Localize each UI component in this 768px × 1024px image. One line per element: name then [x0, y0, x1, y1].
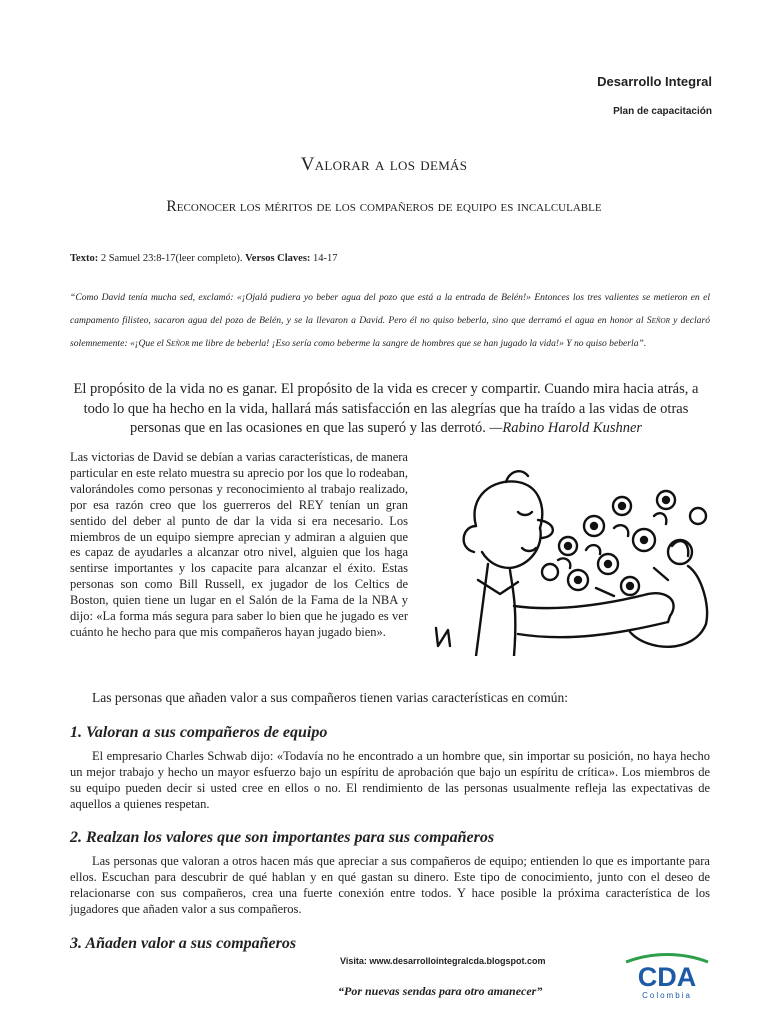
quote-part-2: y declaró solemnemente: «¡Que el: [70, 315, 710, 349]
quote-senor-1: Señor: [646, 315, 670, 326]
footer-visit-link[interactable]: Visita: www.desarrollointegralcda.blogspot.com: [340, 956, 546, 966]
header-subbrand: Plan de capacitación: [613, 106, 712, 117]
purpose-quote: [66, 380, 706, 439]
purpose-author: —Rabino Harold Kushner: [489, 420, 643, 436]
characteristics-intro: Las personas que añaden valor a sus compañeros tienen varias características en común:: [92, 690, 569, 705]
scripture-quote: [70, 286, 710, 355]
logo-subtext: Colombia: [642, 991, 692, 1000]
section-1-body: El empresario Charles Schwab dijo: «Todavía no he encontrado a un hombre que, sin importar su posición, no haya hecho un mejor trabajo y hecho un mayor esfuerzo bajo un espíritu de aprobación que bajo un espíritu de crítica». Los miembros de su equipo pueden decir si usted cree en ellos o no. El rendimiento de las personas usualmente refleja las expectativas de aquellos a quienes respetan.: [70, 749, 710, 811]
david-paragraph: Las victorias de David se debían a varias características, de manera particular en este relato muestra su aprecio por los que lo rodeaban, valorándoles como personas y reconocimiento al trabajo realizado, por esa razón creo que los guerreros del REY tenían un gran sentido del deber al punto de dar la vida si era necesario. Los miembros de un equipo siempre aprecian y admiran a alguien que es capaz de ayudarles a alcanzar otro nivel, alguien que los haga sentirse importantes y los capacite para alcanzar el éxito. Estas personas son como Bill Russell, ex jugador de los Celtics de Boston, quien tiene un lugar en el Salón de la Fama de la NBA y dijo: «La forma más segura para saber lo bien que he jugado es ver cuánto he hecho para que mis compañeros hayan jugado bien».: [70, 450, 408, 639]
page-title: Valorar a los demás: [300, 154, 468, 175]
texto-value: 2 Samuel 23:8-17(leer completo).: [100, 253, 243, 264]
logo-arc: [626, 955, 708, 963]
quote-part-1: “Como David tenía mucha sed, exclamó: «¡Ojalá pudiera yo beber agua del pozo que está a la entrada de Belén!» Entonces los tres valientes se metieron en el campamento filisteo, sacaron agua del pozo de Belén, y se la llevaron a David. Pero él no quiso beberla, sino que derramó el agua en honor al: [70, 292, 710, 326]
cda-logo: [622, 952, 712, 1002]
texto-label: Texto:: [70, 253, 99, 264]
section-2-heading: 2. Realzan los valores que son importantes para sus compañeros: [70, 829, 495, 846]
purpose-text: El propósito de la vida no es ganar. El propósito de la vida es crecer y compartir. Cuando mira hacia atrás, a todo lo que ha hecho en la vida, hallará más satisfacción en las alegrías que ha traído a las vidas de otras personas que en las ocasiones en que las superó y las derrotó.: [73, 381, 699, 436]
versos-label: Versos Claves:: [245, 253, 311, 264]
quote-senor-2: Señor: [166, 338, 190, 349]
footer-motto: “Por nuevas sendas para otro amanecer”: [338, 984, 543, 998]
section-2-body: Las personas que valoran a otros hacen más que apreciar a sus compañeros de equipo; entienden lo que es importante para ellos. Escuchan para descubrir de qué hablan y en qué gastan su dinero. Este tipo de conocimiento, junto con el deseo de relacionarse con sus compañeros, crea una fuerte conexión entre todos. Y hace posible la próxima característica de los jugadores que añaden valor a sus compañeros.: [70, 854, 710, 916]
section-1-heading: 1. Valoran a sus compañeros de equipo: [70, 724, 328, 741]
man-with-flowers-illustration: [418, 456, 718, 656]
section-3-heading: 3. Añaden valor a sus compañeros: [70, 935, 297, 952]
logo-text: CDA: [637, 962, 697, 992]
scripture-reference: [70, 253, 338, 264]
header-brand: Desarrollo Integral: [597, 74, 712, 89]
quote-part-3: me libre de beberla! ¡Eso sería como beberme la sangre de hombres que se han jugado la vida!» Y no quiso beberla”.: [189, 338, 647, 349]
versos-value: 14-17: [313, 253, 338, 264]
page-subtitle: Reconocer los méritos de los compañeros de equipo es incalculable: [166, 198, 602, 215]
